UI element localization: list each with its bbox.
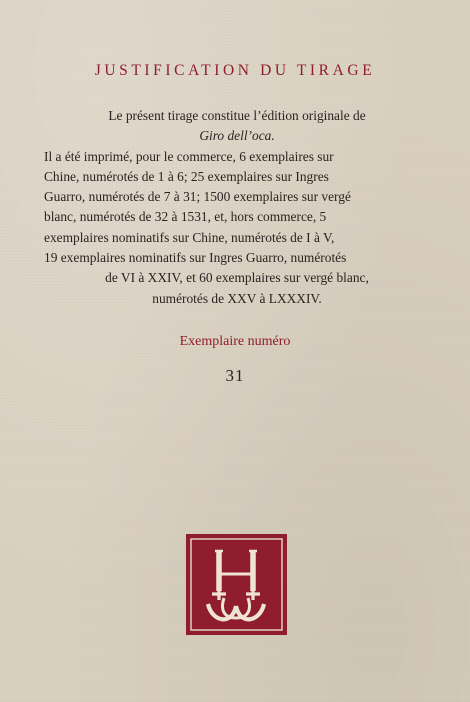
body-line: Chine, numérotés de 1 à 6; 25 exemplaires sur Ingres (44, 168, 329, 184)
body-line: 19 exemplaires nominatifs sur Ingres Guarro, numérotés (44, 250, 347, 266)
body-line: blanc, numérotés de 32 à 1531, et, hors commerce, 5 (44, 209, 327, 225)
colophon-text (44, 106, 430, 309)
page-heading: JUSTIFICATION DU TIRAGE (94, 62, 376, 79)
body-line: Guarro, numérotés de 7 à 31; 1500 exemplaires sur vergé (44, 189, 351, 205)
monogram-seal-icon (186, 534, 287, 635)
intro-line: Le présent tirage constitue l’édition originale de (108, 108, 366, 123)
copy-number: 31 (225, 366, 245, 385)
copy-number-label: Exemplaire numéro (179, 334, 291, 349)
body-line: exemplaires nominatifs sur Chine, numérotés de I à V, (44, 229, 335, 245)
body-line: de VI à XXIV, et 60 exemplaires sur vergé blanc, (105, 270, 369, 286)
work-title: Giro dell’oca. (199, 128, 275, 144)
body-line: numérotés de XXV à LXXXIV. (152, 290, 322, 306)
body-line: Il a été imprimé, pour le commerce, 6 exemplaires sur (44, 148, 334, 164)
